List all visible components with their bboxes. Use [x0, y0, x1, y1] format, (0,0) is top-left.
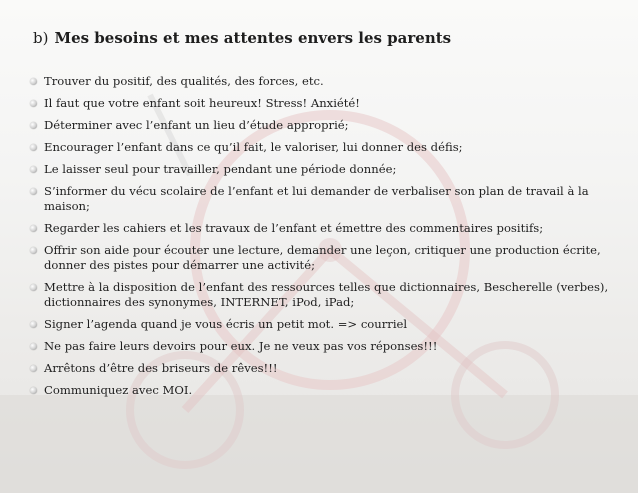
- bullet-icon: [30, 188, 37, 195]
- list-item: [30, 184, 620, 214]
- list-item: [30, 383, 620, 398]
- bullet-icon: [30, 365, 37, 372]
- list-item-text: Regarder les cahiers et les travaux de l’enfant et émettre des commentaires positifs;: [44, 221, 544, 235]
- list-item-text: Déterminer avec l’enfant un lieu d’étude approprié;: [44, 118, 349, 132]
- page-title: [33, 29, 451, 47]
- list-item-text: S’informer du vécu scolaire de l’enfant et lui demander de verbaliser son plan de travail à la maison;: [44, 184, 589, 213]
- list-item: [30, 96, 620, 111]
- list-item: [30, 243, 620, 273]
- bullet-icon: [30, 166, 37, 173]
- list-item: [30, 280, 620, 310]
- list-item: [30, 118, 620, 133]
- list-item: [30, 140, 620, 155]
- list-item: [30, 317, 620, 332]
- list-item-text: Signer l’agenda quand je vous écris un petit mot. => courriel: [44, 317, 408, 331]
- list-item: [30, 221, 620, 236]
- bullet-icon: [30, 284, 37, 291]
- list-item-text: Le laisser seul pour travailler, pendant une période donnée;: [44, 162, 397, 176]
- bullet-icon: [30, 343, 37, 350]
- section-number: b): [33, 29, 49, 47]
- bullet-icon: [30, 247, 37, 254]
- bullet-icon: [30, 387, 37, 394]
- bullet-icon: [30, 225, 37, 232]
- bullet-icon: [30, 144, 37, 151]
- list-item-text: Encourager l’enfant dans ce qu’il fait, le valoriser, lui donner des défis;: [44, 140, 463, 154]
- bullet-icon: [30, 100, 37, 107]
- list-item-text: Communiquez avec MOI.: [44, 383, 193, 397]
- list-item: [30, 339, 620, 354]
- bullet-icon: [30, 78, 37, 85]
- list-item-text: Arrêtons d’être des briseurs de rêves!!!: [44, 361, 278, 375]
- list-item-text: Trouver du positif, des qualités, des forces, etc.: [44, 74, 324, 88]
- list-item-text: Ne pas faire leurs devoirs pour eux. Je ne veux pas vos réponses!!!: [44, 339, 438, 353]
- section-heading: Mes besoins et mes attentes envers les parents: [54, 29, 452, 47]
- bullet-icon: [30, 321, 37, 328]
- list-item-text: Offrir son aide pour écouter une lecture, demander une leçon, critiquer une production écrite, donner des pistes pour démarrer une activité;: [44, 243, 601, 272]
- list-item-text: Il faut que votre enfant soit heureux! Stress! Anxiété!: [44, 96, 360, 110]
- bullet-icon: [30, 122, 37, 129]
- list-item: [30, 74, 620, 89]
- bullet-list: [30, 74, 620, 405]
- list-item: [30, 361, 620, 376]
- list-item: [30, 162, 620, 177]
- list-item-text: Mettre à la disposition de l’enfant des ressources telles que dictionnaires, Bescherelle (verbes), dictionnaires des synonymes, INTERNET, iPod, iPad;: [44, 280, 609, 309]
